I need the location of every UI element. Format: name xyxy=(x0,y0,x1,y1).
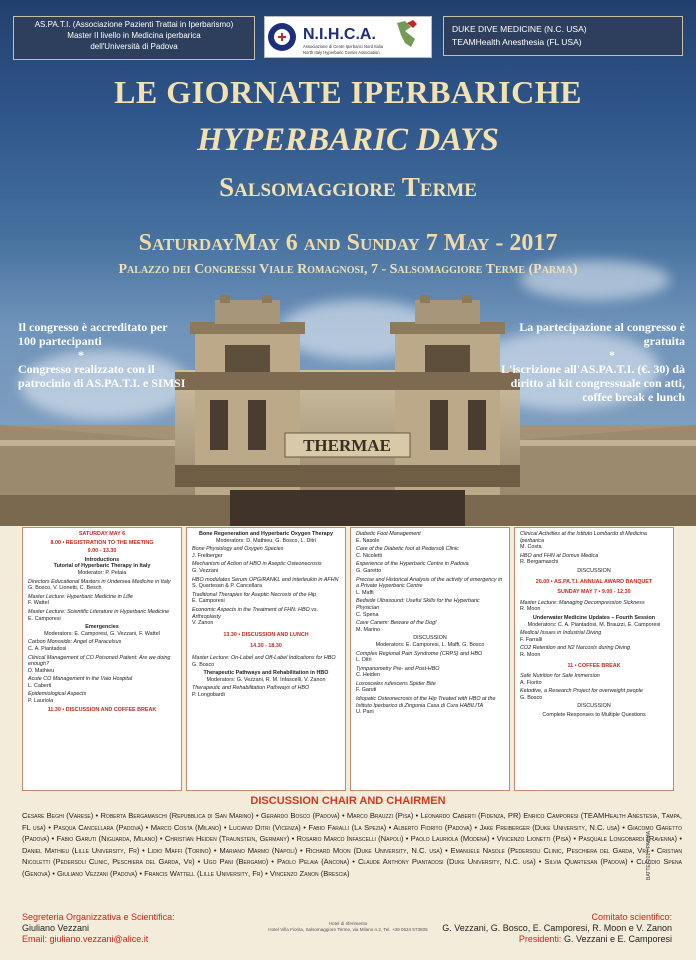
nihca-logo xyxy=(264,16,432,58)
note-free: La partecipazione al congresso è gratuita * L'iscrizione all'AS.PA.T.I. (€. 30) dà diritto al kit congressuale con atti, coffee break e lunch xyxy=(501,320,685,404)
thermae-sign: THERMAE xyxy=(303,436,391,455)
logo-name: N.I.H.C.A. xyxy=(303,26,376,43)
title-italian: LE GIORNATE IPERBARICHE xyxy=(114,74,582,110)
program-col-1: SATURDAY MAY 6 8.00 • REGISTRATION TO THE MEETING 9.00 - 13.30 Introductions Tutorial of Hyperbaric Therapy in Italy Moderator: P. Pelaia Directors Educational Masters in Undersea Medicine in Italy G. Bosco, V. Lionetti, C. Besch Master Lecture: Hyperbaric Medicine in Lille F. Wattel Master Lecture: Scientific Literature in Hyperbaric Medicine E. Camporesi Emergencies Moderators: E. Camporesi, G. Vezzani, F. Wattel Carbon Monoxide: Angel of Paracelsus C. A. Piantadosi Clinical Management of CO Poisoned Patient: Are we doing enough? D. Mathieu Acute CO Management in the Vaio Hospital L. Caberti Epidemiological Aspects P. Lauriola 11.30 • DISCUSSION AND COFFEE BREAK xyxy=(22,527,182,791)
title-location: Salsomaggiore Terme xyxy=(219,172,477,202)
svg-text:Associazione di Centri Iperbar: Associazione di Centri Iperbarici Nord Italia xyxy=(303,44,384,49)
printer-mark: BATTEI-2017-PARMA xyxy=(646,831,652,880)
aspati-box: AS.PA.T.I. (Associazione Pazienti Trattai in Iperbarismo) Master II livello in Medicina iperbarica dell'Università di Padova xyxy=(13,16,255,60)
footer-committee: Comitato scientifico: G. Vezzani, G. Bosco, E. Camporesi, R. Moon e V. Zanon Presidenti: G. Vezzani e E. Camporesi xyxy=(442,912,672,944)
duke-box: DUKE DIVE MEDICINE (N.C. USA) TEAMHealth Anesthesia (FL USA) xyxy=(443,16,683,56)
event-dates: SaturdayMay 6 and Sunday 7 May - 2017 xyxy=(138,230,558,256)
event-venue: Palazzo dei Congressi Viale Romagnosi, 7 - Salsomaggiore Terme (Parma) xyxy=(118,262,578,277)
chairs-list: Cesare Beghi (Varese) • Roberta Bergamaschi (Repubblica di San Marino) • Gerardo Bosco (Padova) • Marco Brauzzi (Pisa) • Leonardo Caberti (Fidenza, PR) Enrico Camporesi (TEAMHealth Anestesia, Tampa, FL usa) • Pasqua Cancellara (Padova) • Marco Costa (Milano) • Luciano Ditri (Vicenza) • Fabio Faralli (La Spezia) • Alberto Fiorito (Padova) • Jake Freiberger (Duke University, N.C. usa) • Giacomo Garetto (Padova) • Fabio Garuti (Niguarda, Milano) • Christian Heiden (Traunstein, Germany) • Rosario Marco Infascelli (Napoli) • Paolo Lauriola (Modena) • Vincenzo Lionetti (Pisa) • Pasquale Longobardi (Ravenna) • Daniel Mathieu (Lille University, Fr) • Lidio Maffi (Torino) • Mariano Marmo (Napoli) • Richard Moon (Duke University, N.C. usa) • Emanuele Nasole (Pedersoli Clinic, Peschiera del Garda, Vr) • Cristian Nicoletti (Pedersoli Clinic, Peschiera del Garda, Vr) • Ugo Pani (Bergamo) • Paolo Pelaia (Ancona) • Claude Anthony Piantadosi (Duke University, N.C. usa) • Silvia Quartesan (Padova) • Claudio Spena (Genova) • Giuliano Vezzani (Padova) • Francis Wattell (Lille University, Fr) • Vincenzo Zanon (Brescia) xyxy=(22,811,682,878)
program-col-4: Clinical Activities at the Istituto Lombardo di Medicina Iperbarica M. Costa HBO and FHN at Domus Medica R. Bergamaschi DISCUSSION 20.00 • AS.PA.T.I. ANNUAL AWARD BANQUET SUNDAY MAY 7 • 9.00 - 12.30 Master Lecture: Managing Decompression Sickness R. Moon Underwater Medicine Updates – Fourth Session Moderators: C. A. Piantadosi, M. Brauzzi, E. Camporesi Medical Issues in Industrial Diving F. Farralli CO2 Retention and N2 Narcosis during Diving R. Moon 11 • COFFEE BREAK Safe Nutrition for Safe Immersion A. Fiorito Ketodive, a Research Project for overweight people G. Bosco DISCUSSION Complete Responses to Multiple Questions xyxy=(514,527,674,791)
program-col-3: Diabetic Foot Management E. Nasole Care of the Diabetic foot at Pedersoli Clinic C. Nicoletti Experience of the Hyperbaric Centre in Padova G. Garetto Precise and Historical Analysis of the activity of emergency in a Private Hyperbaric Centre L. Maffi Bedside Ultrasound: Useful Skills for the Hyperbaric Physician C. Spena Cave Canem: Beware of the Dog! M. Marino DISCUSSION Moderators: E. Camporesi, L. Maffi, G. Bosco Complex Regional Pain Syndrome (CRPS) and HBO L. Ditri Tympanometry Pre- and Post-HBO C. Heiden Loxosceles rufescens Spider Bite F. Garuti Idiopatic Osteonecrosis of the Hip Treated with HBO at the Istituto Iperbarico di Zingonia Casa di Cura HABILITA U. Pani xyxy=(350,527,510,791)
footer-hotel: Hotel di riferimento Hotel Villa Fiorita, Salsomaggiore Terme, via Milano n.2, Tel. +39 0524 573805 xyxy=(268,921,428,932)
title-english: HYPERBARIC DAYS xyxy=(197,122,499,158)
program-col-2: Bone Regeneration and Hyperbaric Oxygen Therapy Moderators: D. Mathieu, G. Bosco, L. Ditri Bone Physiology and Oxygen Species J. Freiberger Mechanism of Action of HBO in Aseptic Osteonecrosis G. Vezzani HBO modulates Serum OPG/RANKL and interleukin in AFHN S. Quartesan & P. Cancellara Traditional Therapies for Aseptic Necrosis of the Hip E. Camporesi Economic Aspects in the Treatment of FHN: HBO vs. Arthroplasty V. Zanon 13.30 • DISCUSSION AND LUNCH 14.30 - 18.30 Master Lecture: On-Label and Off-Label Indications for HBO G. Bosco Therapeutic Pathways and Rehabilitation in HBO Moderators: G. Vezzani, R. M. Infascelli, V. Zanon Therapeutic and Rehabilitation Pathways of HBO P. Longobardi xyxy=(186,527,346,791)
chairs-heading: DISCUSSION CHAIR AND CHAIRMEN xyxy=(250,795,446,807)
note-accredited: Il congresso è accreditato per 100 partecipanti * Congresso realizzato con il patrocinio di AS.PA.T.I. e SIMSI xyxy=(18,320,186,390)
footer-secretariat: Segreteria Organizzativa e Scientifica: Giuliano Vezzani Email: giuliano.vezzani@alice.it xyxy=(22,912,272,945)
svg-text:North Italy Hyperbaric Center: North Italy Hyperbaric Center Association xyxy=(303,50,380,55)
footer-email: Email: giuliano.vezzani@alice.it xyxy=(22,934,149,944)
